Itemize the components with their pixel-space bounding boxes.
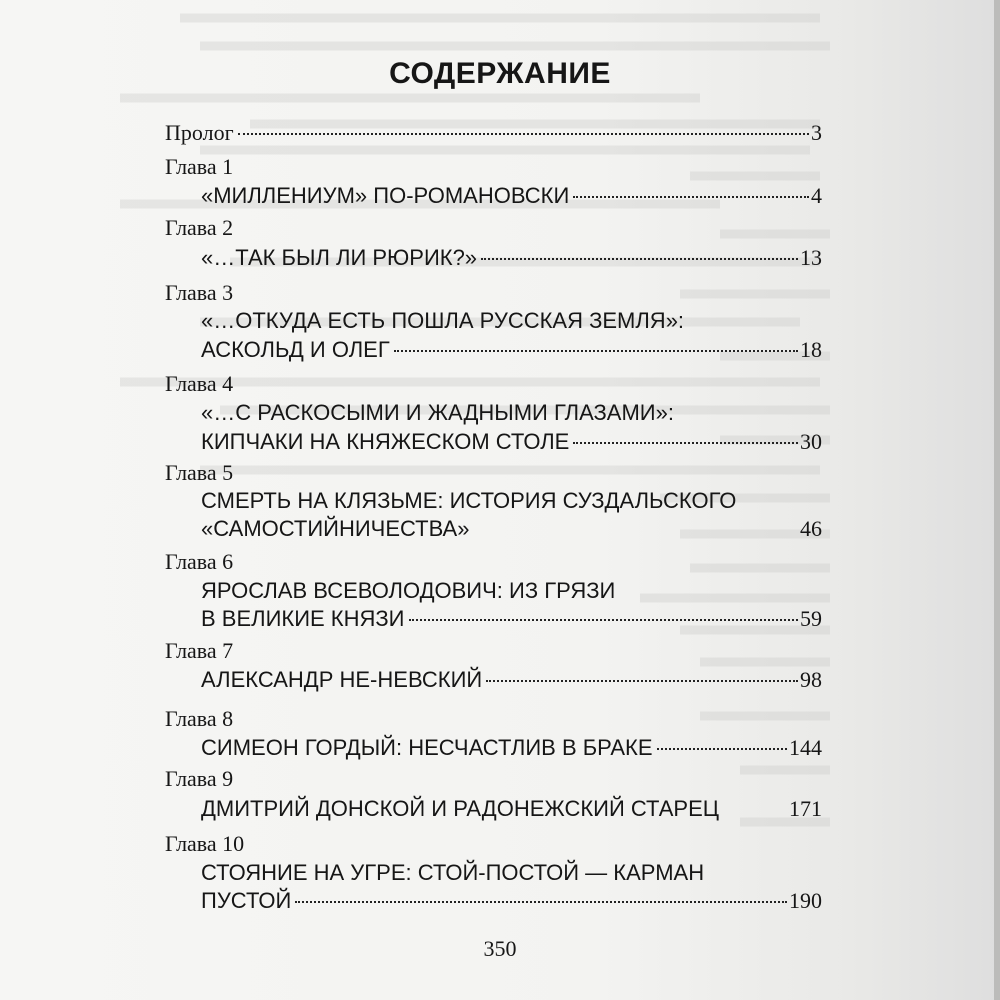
chapter-label: Глава 6 — [165, 549, 234, 574]
dot-leader — [481, 258, 798, 260]
chapter-title: СИМЕОН ГОРДЫЙ: НЕСЧАСТЛИВ В БРАКЕ — [201, 735, 653, 760]
toc-entry-chapter-7 — [201, 665, 822, 695]
page-number-ref: 30 — [800, 429, 822, 454]
chapter-title: «САМОСТИЙНИЧЕСТВА» — [201, 516, 470, 541]
toc-entry-chapter-1 — [201, 181, 822, 211]
dot-leader — [486, 680, 798, 682]
page-number-ref: 3 — [811, 120, 822, 145]
toc-entry-chapter-4 — [201, 427, 822, 457]
page-number-ref: 46 — [800, 516, 822, 541]
chapter-label: Глава 2 — [165, 215, 234, 240]
toc-entry-chapter-9 — [201, 794, 822, 824]
page-number-ref: 18 — [800, 337, 822, 362]
chapter-label: Глава 4 — [165, 371, 234, 396]
toc-entry-chapter-10 — [201, 886, 822, 916]
dot-leader — [409, 619, 799, 621]
dot-leader — [238, 133, 809, 135]
toc-entry-chapter-5-line-1 — [201, 486, 736, 516]
chapter-label: Глава 1 — [165, 154, 234, 179]
page-number-ref: 171 — [789, 796, 822, 821]
toc-entry-chapter-2 — [201, 243, 822, 273]
page-number-ref: 190 — [789, 888, 822, 913]
chapter-title: АЛЕКСАНДР НЕ-НЕВСКИЙ — [201, 667, 483, 692]
toc-entry-chapter-5 — [201, 514, 822, 544]
dot-leader — [573, 442, 798, 444]
dot-leader — [394, 350, 798, 352]
toc-entry-chapter-4-line-1 — [201, 398, 674, 428]
prologue-label: Пролог — [165, 120, 234, 145]
chapter-title: СТОЯНИЕ НА УГРЕ: СТОЙ-ПОСТОЙ — КАРМАН — [201, 860, 705, 885]
dot-leader — [657, 748, 787, 750]
page-number-ref: 13 — [800, 245, 822, 270]
chapter-title: ДМИТРИЙ ДОНСКОЙ И РАДОНЕЖСКИЙ СТАРЕЦ — [201, 796, 720, 821]
chapter-title: ЯРОСЛАВ ВСЕВОЛОДОВИЧ: ИЗ ГРЯЗИ — [201, 578, 616, 603]
chapter-title: «МИЛЛЕНИУМ» ПО-РОМАНОВСКИ — [201, 183, 570, 208]
toc-entry-chapter-8 — [201, 733, 822, 763]
page-edge-shadow — [994, 0, 1000, 1000]
chapter-title: ПУСТОЙ — [201, 888, 292, 913]
toc-entry-chapter-3 — [201, 335, 822, 365]
toc-entry-prologue — [165, 118, 822, 148]
chapter-label: Глава 8 — [165, 706, 234, 731]
chapter-label: Глава 10 — [165, 831, 245, 856]
dot-leader — [723, 809, 787, 811]
chapter-title: СМЕРТЬ НА КЛЯЗЬМЕ: ИСТОРИЯ СУЗДАЛЬСКОГО — [201, 488, 737, 513]
toc-entry-chapter-6 — [201, 604, 822, 634]
chapter-title: КИПЧАКИ НА КНЯЖЕСКОМ СТОЛЕ — [201, 429, 570, 454]
chapter-label: Глава 5 — [165, 460, 234, 485]
dot-leader — [295, 901, 787, 903]
dot-leader — [573, 196, 809, 198]
chapter-label: Глава 7 — [165, 638, 234, 663]
page-number-ref: 59 — [800, 606, 822, 631]
chapter-label: Глава 9 — [165, 766, 234, 791]
toc-entry-chapter-3-line-1 — [201, 306, 684, 336]
chapter-label: Глава 3 — [165, 280, 234, 305]
chapter-title: В ВЕЛИКИЕ КНЯЗИ — [201, 606, 405, 631]
page-number-ref: 144 — [789, 735, 822, 760]
toc-title: СОДЕРЖАНИЕ — [389, 57, 611, 90]
chapter-title: «…С РАСКОСЫМИ И ЖАДНЫМИ ГЛАЗАМИ»: — [201, 400, 674, 425]
toc-entry-chapter-10-line-1 — [201, 858, 704, 888]
chapter-title: «…ТАК БЫЛ ЛИ РЮРИК?» — [201, 245, 478, 270]
page-number-ref: 4 — [811, 183, 822, 208]
page-number: 350 — [483, 936, 517, 961]
page-number-ref: 98 — [800, 667, 822, 692]
chapter-title: «…ОТКУДА ЕСТЬ ПОШЛА РУССКАЯ ЗЕМЛЯ»: — [201, 308, 685, 333]
chapter-title: АСКОЛЬД И ОЛЕГ — [201, 337, 390, 362]
toc-entry-chapter-6-line-1 — [201, 576, 615, 606]
dot-leader — [473, 529, 798, 531]
